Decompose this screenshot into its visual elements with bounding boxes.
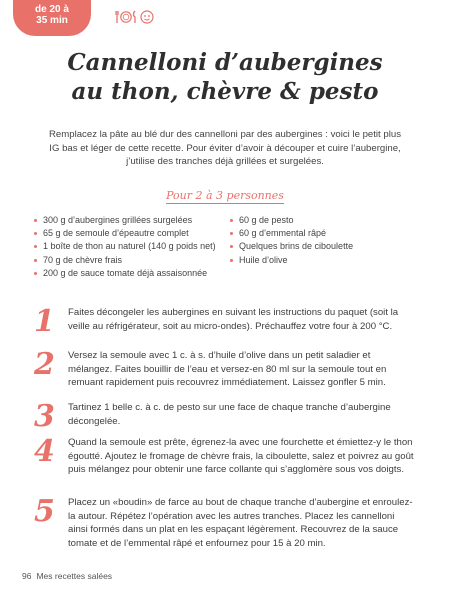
- ingredient-item: 1 boîte de thon au naturel (140 g poids net): [32, 240, 228, 253]
- step-text: Quand la semoule est prête, égrenez-la avec une fourchette et émiettez-y le thon égoutté. Ajoutez le fromage de chèvre frais, la ciboulette, salez et poivrez au goût puis mélangez pour obtenir une farce collante qui s’agglomère sous vos doigts.: [68, 437, 414, 476]
- recipe-title-line1: Cannelloni d’aubergines: [67, 49, 383, 76]
- ingredient-item: 60 g de pesto: [228, 214, 353, 227]
- step-text: Tartinez 1 belle c. à c. de pesto sur une face de chaque tranche d’aubergine décongelée.: [68, 402, 391, 427]
- recipe-intro: Remplacez la pâte au blé dur des cannelloni par des aubergines : voici le petit plus IG bas et léger de cette recette. Pour éviter d’avoir à découper et cuire l’aubergine, j’utilise des tranches déjà grillées et surgelées.: [49, 129, 401, 167]
- plate-cutlery-icon: [115, 10, 137, 24]
- step-number: 1: [34, 304, 55, 339]
- time-badge: [13, 0, 91, 36]
- ingredient-item: 70 g de chèvre frais: [32, 254, 228, 267]
- portions-text: Pour 2 à 3 personnes: [166, 189, 284, 202]
- portions-heading: [0, 189, 450, 202]
- ingredient-item: 65 g de semoule d’épeautre complet: [32, 227, 228, 240]
- page-footer: [22, 571, 112, 581]
- page-number: 96: [22, 571, 32, 581]
- step-number: 4: [34, 434, 55, 469]
- step-number: 5: [34, 494, 55, 529]
- ingredient-item: Quelques brins de ciboulette: [228, 240, 353, 253]
- step-number: 3: [34, 399, 55, 434]
- recipe-title-line2: au thon, chèvre & pesto: [71, 78, 379, 105]
- ingredient-item: Huile d’olive: [228, 254, 353, 267]
- section-name: Mes recettes salées: [36, 571, 113, 581]
- step-text: Faites décongeler les aubergines en suivant les instructions du paquet (soit la veille au réfrigérateur, soit au micro-ondes). Préchauffez votre four à 200 °C.: [68, 307, 399, 332]
- ingredient-item: 200 g de sauce tomate déjà assaisonnée: [32, 267, 228, 280]
- ingredient-item: 300 g d’aubergines grillées surgelées: [32, 214, 228, 227]
- time-badge-line1: de 20 à: [35, 4, 69, 15]
- ingredient-item: 60 g d’emmental râpé: [228, 227, 353, 240]
- ingredients-list: [32, 214, 412, 280]
- recipe-title: [0, 48, 450, 106]
- ingredients-column-right: [228, 214, 353, 280]
- step-number: 2: [34, 347, 55, 382]
- recipe-icons: [115, 10, 154, 24]
- step-text: Placez un «boudin» de farce au bout de chaque tranche d’aubergine et enroulez-la autour. Répétez l’opération avec les autres tranches. Placez les cannelloni ainsi formés dans un plat en les espaçant légèrement. Recouvrez de la sauce tomate et de l’emmental râpé et enfournez pour 15 à 20 min.: [68, 497, 413, 549]
- step-text: Versez la semoule avec 1 c. à s. d’huile d’olive dans un petit saladier et mélangez. Faites bouillir de l’eau et versez-en 80 ml sur la semoule tout en remuant rapidement puis recouvrez immédiatement. Laissez gonfler 5 min.: [68, 350, 387, 389]
- chef-icon: [140, 10, 154, 24]
- time-badge-line2: 35 min: [36, 15, 68, 26]
- ingredients-column-left: [32, 214, 228, 280]
